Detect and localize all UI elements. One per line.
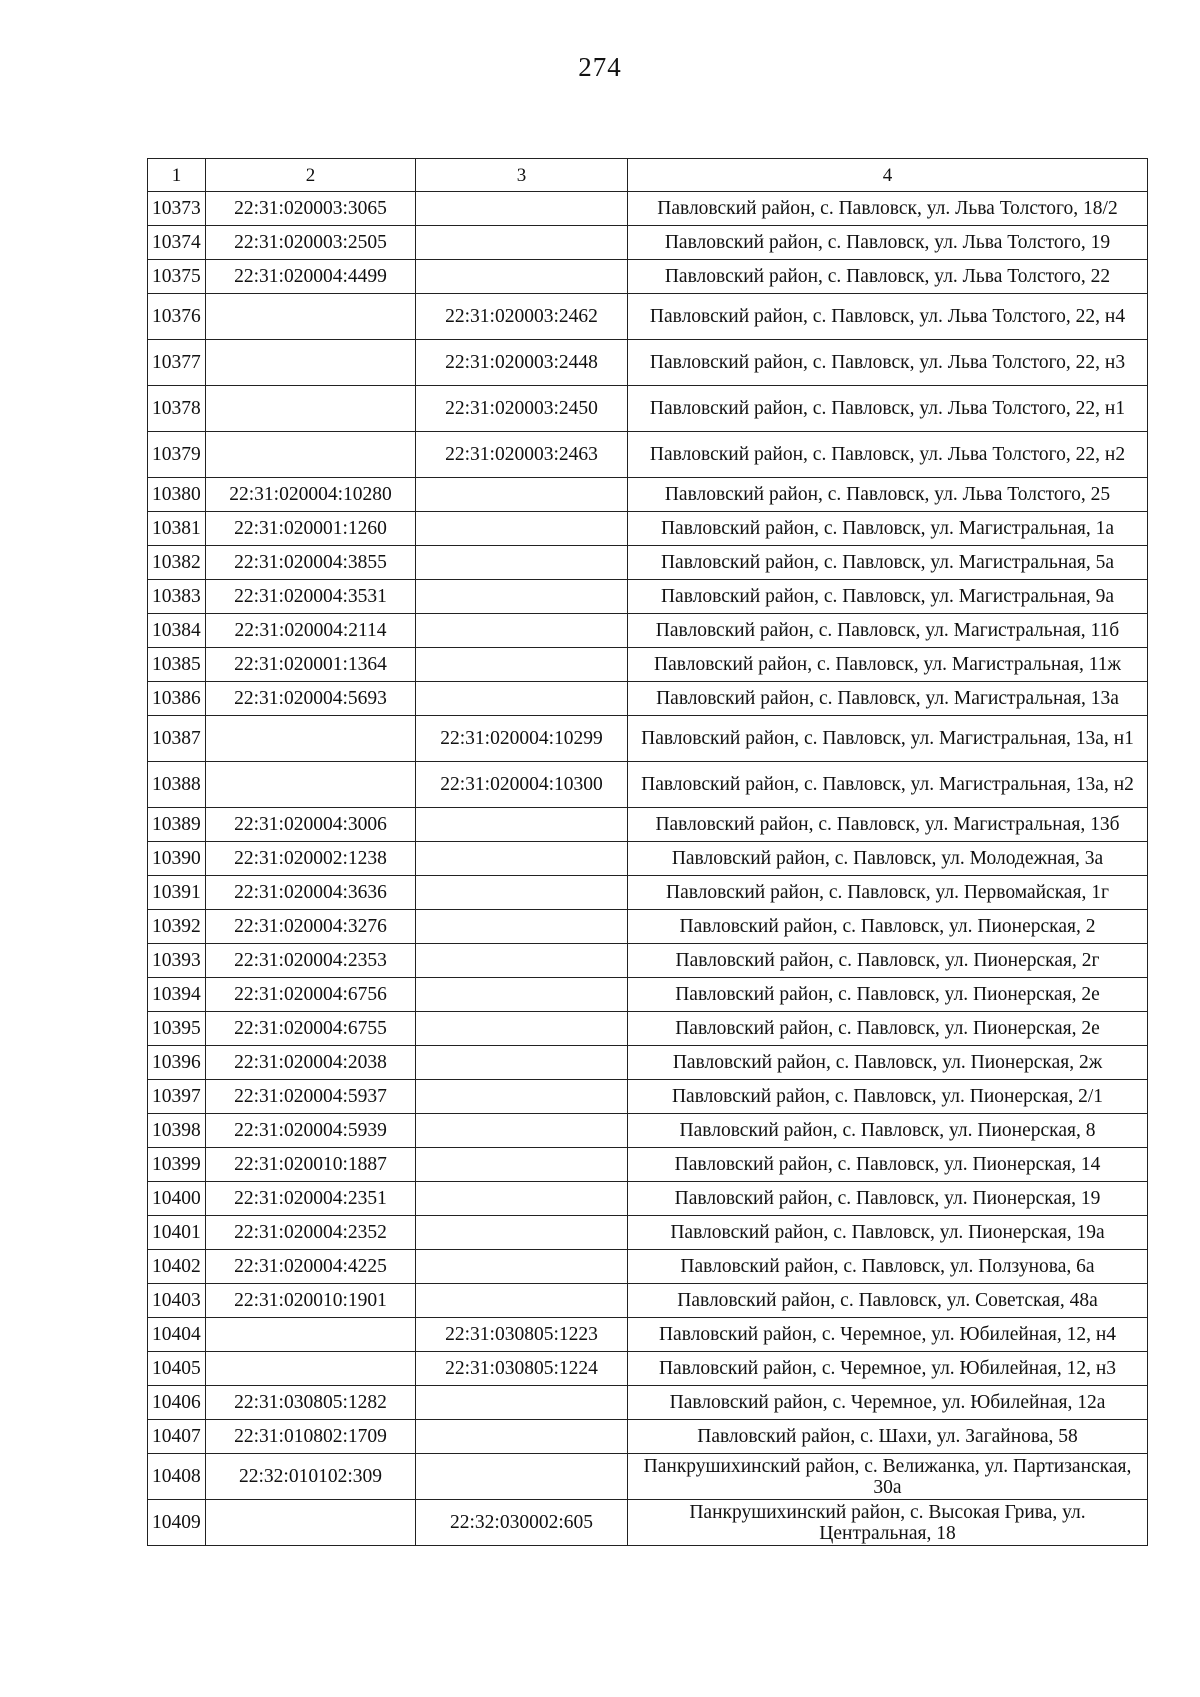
cadastral-number-cell: 22:31:020004:3276: [206, 910, 416, 944]
address-cell: Павловский район, с. Павловск, ул. Магистральная, 9а: [628, 580, 1148, 614]
table-row: [148, 808, 1148, 842]
table-row: [148, 762, 1148, 808]
address-cell: Павловский район, с. Павловск, ул. Льва Толстого, 22: [628, 260, 1148, 294]
cadastral-number-cell: 22:31:020004:3531: [206, 580, 416, 614]
address-cell: Павловский район, с. Павловск, ул. Магистральная, 13б: [628, 808, 1148, 842]
address-cell: Панкрушихинский район, с. Высокая Грива, ул. Центральная, 18: [628, 1500, 1148, 1546]
table-row: [148, 842, 1148, 876]
cadastral-number-cell: 22:31:020004:2351: [206, 1182, 416, 1216]
row-number-cell: 10399: [148, 1148, 206, 1182]
related-cadastral-number-cell: [416, 1284, 628, 1318]
related-cadastral-number-cell: 22:31:030805:1224: [416, 1352, 628, 1386]
row-number-cell: 10408: [148, 1454, 206, 1500]
cadastral-number-cell: [206, 1352, 416, 1386]
related-cadastral-number-cell: [416, 876, 628, 910]
row-number-cell: 10390: [148, 842, 206, 876]
registry-table: [147, 158, 1148, 1546]
row-number-cell: 10393: [148, 944, 206, 978]
address-cell: Павловский район, с. Павловск, ул. Льва Толстого, 19: [628, 226, 1148, 260]
cadastral-number-cell: 22:31:020004:5693: [206, 682, 416, 716]
row-number-cell: 10401: [148, 1216, 206, 1250]
related-cadastral-number-cell: [416, 260, 628, 294]
row-number-cell: 10388: [148, 762, 206, 808]
column-header-1: 1: [148, 159, 206, 192]
cadastral-number-cell: [206, 386, 416, 432]
row-number-cell: 10383: [148, 580, 206, 614]
related-cadastral-number-cell: [416, 1386, 628, 1420]
table-row: [148, 978, 1148, 1012]
table-row: [148, 682, 1148, 716]
related-cadastral-number-cell: [416, 648, 628, 682]
cadastral-number-cell: [206, 716, 416, 762]
cadastral-number-cell: 22:31:020002:1238: [206, 842, 416, 876]
cadastral-number-cell: 22:31:020001:1364: [206, 648, 416, 682]
row-number-cell: 10397: [148, 1080, 206, 1114]
related-cadastral-number-cell: [416, 1182, 628, 1216]
related-cadastral-number-cell: [416, 192, 628, 226]
related-cadastral-number-cell: [416, 580, 628, 614]
cadastral-number-cell: 22:31:020004:5939: [206, 1114, 416, 1148]
row-number-cell: 10392: [148, 910, 206, 944]
cadastral-number-cell: [206, 1318, 416, 1352]
address-cell: Павловский район, с. Павловск, ул. Пионерская, 8: [628, 1114, 1148, 1148]
related-cadastral-number-cell: [416, 944, 628, 978]
table-row: [148, 1454, 1148, 1500]
address-cell: Павловский район, с. Павловск, ул. Пионерская, 2: [628, 910, 1148, 944]
address-cell: Павловский район, с. Павловск, ул. Магистральная, 1а: [628, 512, 1148, 546]
row-number-cell: 10386: [148, 682, 206, 716]
cadastral-number-cell: 22:31:020004:2352: [206, 1216, 416, 1250]
row-number-cell: 10376: [148, 294, 206, 340]
row-number-cell: 10382: [148, 546, 206, 580]
table-row: [148, 1250, 1148, 1284]
address-cell: Павловский район, с. Павловск, ул. Магистральная, 11б: [628, 614, 1148, 648]
cadastral-number-cell: [206, 1500, 416, 1546]
cadastral-number-cell: 22:31:020004:3006: [206, 808, 416, 842]
related-cadastral-number-cell: [416, 1420, 628, 1454]
address-cell: Павловский район, с. Павловск, ул. Магистральная, 13а, н1: [628, 716, 1148, 762]
address-cell: Павловский район, с. Павловск, ул. Пионерская, 2е: [628, 978, 1148, 1012]
table-row: [148, 1500, 1148, 1546]
related-cadastral-number-cell: [416, 614, 628, 648]
related-cadastral-number-cell: [416, 1114, 628, 1148]
address-cell: Павловский район, с. Павловск, ул. Пионерская, 19а: [628, 1216, 1148, 1250]
related-cadastral-number-cell: [416, 1148, 628, 1182]
related-cadastral-number-cell: [416, 682, 628, 716]
table-row: [148, 910, 1148, 944]
cadastral-number-cell: 22:31:020004:2038: [206, 1046, 416, 1080]
cadastral-number-cell: 22:31:020004:10280: [206, 478, 416, 512]
related-cadastral-number-cell: [416, 978, 628, 1012]
address-cell: Павловский район, с. Черемное, ул. Юбилейная, 12а: [628, 1386, 1148, 1420]
cadastral-number-cell: 22:31:020010:1887: [206, 1148, 416, 1182]
row-number-cell: 10398: [148, 1114, 206, 1148]
related-cadastral-number-cell: [416, 546, 628, 580]
row-number-cell: 10409: [148, 1500, 206, 1546]
address-cell: Павловский район, с. Павловск, ул. Магистральная, 13а, н2: [628, 762, 1148, 808]
row-number-cell: 10375: [148, 260, 206, 294]
row-number-cell: 10400: [148, 1182, 206, 1216]
address-cell: Павловский район, с. Павловск, ул. Пионерская, 14: [628, 1148, 1148, 1182]
related-cadastral-number-cell: 22:31:020003:2448: [416, 340, 628, 386]
table-row: [148, 1284, 1148, 1318]
row-number-cell: 10405: [148, 1352, 206, 1386]
row-number-cell: 10379: [148, 432, 206, 478]
address-cell: Павловский район, с. Павловск, ул. Пионерская, 2е: [628, 1012, 1148, 1046]
cadastral-number-cell: 22:31:020004:6756: [206, 978, 416, 1012]
address-cell: Павловский район, с. Павловск, ул. Пионерская, 19: [628, 1182, 1148, 1216]
related-cadastral-number-cell: [416, 1012, 628, 1046]
cadastral-number-cell: 22:31:020003:3065: [206, 192, 416, 226]
related-cadastral-number-cell: [416, 910, 628, 944]
address-cell: Павловский район, с. Павловск, ул. Магистральная, 13а: [628, 682, 1148, 716]
row-number-cell: 10377: [148, 340, 206, 386]
table-row: [148, 716, 1148, 762]
address-cell: Павловский район, с. Павловск, ул. Магистральная, 5а: [628, 546, 1148, 580]
row-number-cell: 10381: [148, 512, 206, 546]
address-cell: Павловский район, с. Павловск, ул. Магистральная, 11ж: [628, 648, 1148, 682]
row-number-cell: 10373: [148, 192, 206, 226]
address-cell: Павловский район, с. Павловск, ул. Льва Толстого, 18/2: [628, 192, 1148, 226]
address-cell: Павловский район, с. Павловск, ул. Пионерская, 2/1: [628, 1080, 1148, 1114]
header-row: [148, 159, 1148, 192]
column-header-3: 3: [416, 159, 628, 192]
cadastral-number-cell: 22:32:010102:309: [206, 1454, 416, 1500]
column-header-4: 4: [628, 159, 1148, 192]
cadastral-number-cell: 22:31:020004:4499: [206, 260, 416, 294]
row-number-cell: 10406: [148, 1386, 206, 1420]
address-cell: Павловский район, с. Павловск, ул. Советская, 48а: [628, 1284, 1148, 1318]
table-row: [148, 580, 1148, 614]
row-number-cell: 10404: [148, 1318, 206, 1352]
cadastral-number-cell: 22:31:020004:4225: [206, 1250, 416, 1284]
table-row: [148, 876, 1148, 910]
address-cell: Панкрушихинский район, с. Велижанка, ул. Партизанская, 30а: [628, 1454, 1148, 1500]
cadastral-number-cell: 22:31:020001:1260: [206, 512, 416, 546]
address-cell: Павловский район, с. Павловск, ул. Льва Толстого, 22, н3: [628, 340, 1148, 386]
related-cadastral-number-cell: 22:31:020003:2462: [416, 294, 628, 340]
table-row: [148, 1318, 1148, 1352]
row-number-cell: 10391: [148, 876, 206, 910]
table-row: [148, 192, 1148, 226]
related-cadastral-number-cell: [416, 1080, 628, 1114]
table-row: [148, 614, 1148, 648]
row-number-cell: 10396: [148, 1046, 206, 1080]
cadastral-number-cell: [206, 294, 416, 340]
related-cadastral-number-cell: 22:31:030805:1223: [416, 1318, 628, 1352]
cadastral-number-cell: 22:31:020003:2505: [206, 226, 416, 260]
address-cell: Павловский район, с. Павловск, ул. Пионерская, 2г: [628, 944, 1148, 978]
row-number-cell: 10395: [148, 1012, 206, 1046]
table-row: [148, 1080, 1148, 1114]
address-cell: Павловский район, с. Павловск, ул. Пионерская, 2ж: [628, 1046, 1148, 1080]
related-cadastral-number-cell: 22:31:020003:2450: [416, 386, 628, 432]
page-number: 274: [578, 52, 622, 82]
related-cadastral-number-cell: [416, 1216, 628, 1250]
cadastral-number-cell: 22:31:010802:1709: [206, 1420, 416, 1454]
cadastral-number-cell: 22:31:020004:2114: [206, 614, 416, 648]
address-cell: Павловский район, с. Шахи, ул. Загайнова, 58: [628, 1420, 1148, 1454]
table-row: [148, 1182, 1148, 1216]
address-cell: Павловский район, с. Павловск, ул. Льва Толстого, 25: [628, 478, 1148, 512]
cadastral-number-cell: 22:31:020004:6755: [206, 1012, 416, 1046]
related-cadastral-number-cell: [416, 478, 628, 512]
table-row: [148, 944, 1148, 978]
table-row: [148, 648, 1148, 682]
address-cell: Павловский район, с. Павловск, ул. Льва Толстого, 22, н2: [628, 432, 1148, 478]
row-number-cell: 10403: [148, 1284, 206, 1318]
address-cell: Павловский район, с. Павловск, ул. Молодежная, 3а: [628, 842, 1148, 876]
cadastral-number-cell: [206, 432, 416, 478]
table-row: [148, 1216, 1148, 1250]
table-row: [148, 1012, 1148, 1046]
related-cadastral-number-cell: [416, 226, 628, 260]
cadastral-number-cell: 22:31:020010:1901: [206, 1284, 416, 1318]
column-header-2: 2: [206, 159, 416, 192]
cadastral-number-cell: 22:31:020004:3855: [206, 546, 416, 580]
table-row: [148, 546, 1148, 580]
table-row: [148, 1420, 1148, 1454]
table-row: [148, 432, 1148, 478]
address-cell: Павловский район, с. Черемное, ул. Юбилейная, 12, н3: [628, 1352, 1148, 1386]
row-number-cell: 10402: [148, 1250, 206, 1284]
table-row: [148, 1114, 1148, 1148]
table-row: [148, 512, 1148, 546]
row-number-cell: 10407: [148, 1420, 206, 1454]
related-cadastral-number-cell: [416, 842, 628, 876]
row-number-cell: 10385: [148, 648, 206, 682]
table-row: [148, 340, 1148, 386]
related-cadastral-number-cell: 22:31:020003:2463: [416, 432, 628, 478]
cadastral-number-cell: 22:31:020004:3636: [206, 876, 416, 910]
table-row: [148, 1148, 1148, 1182]
table-row: [148, 1352, 1148, 1386]
cadastral-number-cell: [206, 340, 416, 386]
row-number-cell: 10380: [148, 478, 206, 512]
address-cell: Павловский район, с. Павловск, ул. Льва Толстого, 22, н1: [628, 386, 1148, 432]
address-cell: Павловский район, с. Черемное, ул. Юбилейная, 12, н4: [628, 1318, 1148, 1352]
related-cadastral-number-cell: 22:32:030002:605: [416, 1500, 628, 1546]
table-row: [148, 1046, 1148, 1080]
row-number-cell: 10387: [148, 716, 206, 762]
related-cadastral-number-cell: [416, 808, 628, 842]
related-cadastral-number-cell: 22:31:020004:10300: [416, 762, 628, 808]
related-cadastral-number-cell: [416, 1454, 628, 1500]
table-row: [148, 478, 1148, 512]
address-cell: Павловский район, с. Павловск, ул. Льва Толстого, 22, н4: [628, 294, 1148, 340]
row-number-cell: 10374: [148, 226, 206, 260]
related-cadastral-number-cell: [416, 512, 628, 546]
address-cell: Павловский район, с. Павловск, ул. Ползунова, 6а: [628, 1250, 1148, 1284]
row-number-cell: 10384: [148, 614, 206, 648]
table-row: [148, 260, 1148, 294]
cadastral-number-cell: 22:31:030805:1282: [206, 1386, 416, 1420]
address-cell: Павловский район, с. Павловск, ул. Первомайская, 1г: [628, 876, 1148, 910]
cadastral-number-cell: [206, 762, 416, 808]
cadastral-number-cell: 22:31:020004:5937: [206, 1080, 416, 1114]
table-row: [148, 1386, 1148, 1420]
row-number-cell: 10389: [148, 808, 206, 842]
table-row: [148, 226, 1148, 260]
row-number-cell: 10378: [148, 386, 206, 432]
related-cadastral-number-cell: [416, 1046, 628, 1080]
table-row: [148, 294, 1148, 340]
table-row: [148, 386, 1148, 432]
cadastral-number-cell: 22:31:020004:2353: [206, 944, 416, 978]
related-cadastral-number-cell: 22:31:020004:10299: [416, 716, 628, 762]
row-number-cell: 10394: [148, 978, 206, 1012]
related-cadastral-number-cell: [416, 1250, 628, 1284]
